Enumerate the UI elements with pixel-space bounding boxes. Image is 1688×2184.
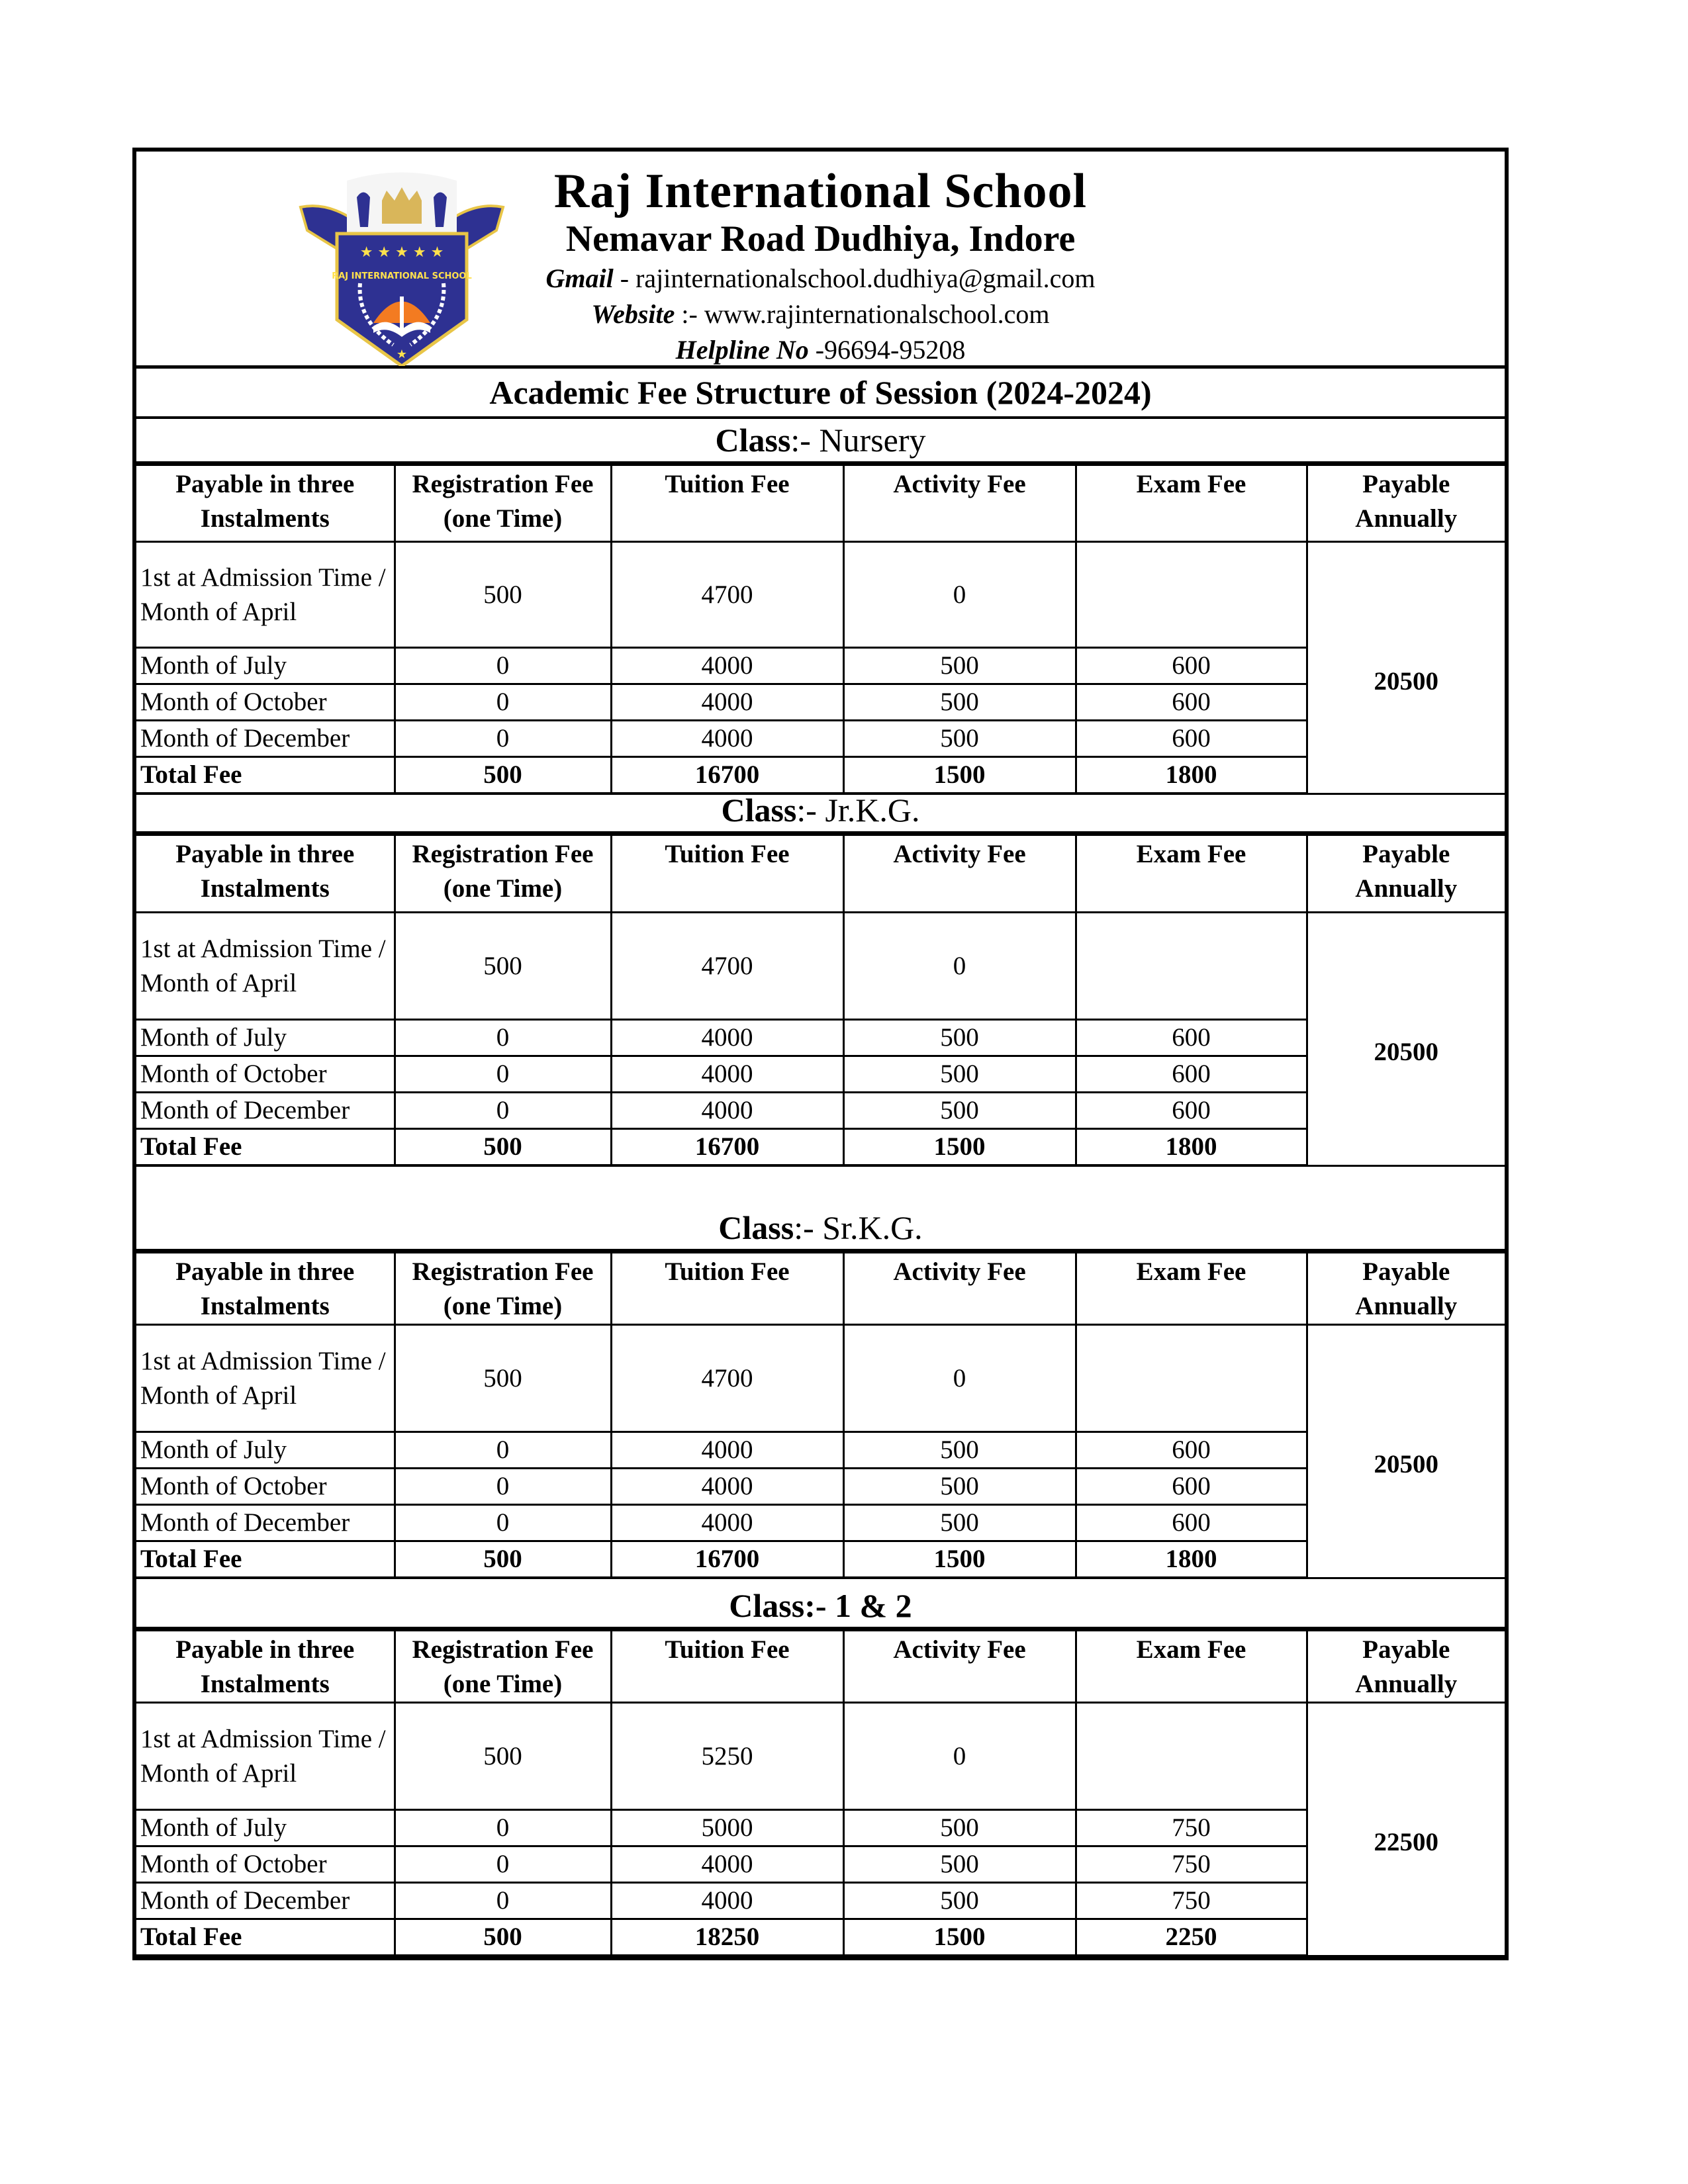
instalment-label: Month of July xyxy=(136,1432,395,1469)
instalment-row xyxy=(136,1846,1505,1883)
registration-fee-cell: 500 xyxy=(395,1325,611,1432)
instalment-row xyxy=(136,684,1505,721)
instalment-row xyxy=(136,1432,1505,1469)
tuition-fee-cell: 4000 xyxy=(611,684,843,721)
svg-text:★: ★ xyxy=(396,347,408,361)
instalment-label: Month of October xyxy=(136,684,395,721)
registration-fee-cell: 0 xyxy=(395,1505,611,1541)
exam-fee-cell: 600 xyxy=(1076,1056,1307,1093)
instalment-label: Month of July xyxy=(136,1020,395,1056)
registration-fee-cell: 0 xyxy=(395,1093,611,1129)
instalment-label: Month of October xyxy=(136,1846,395,1883)
instalment-row xyxy=(136,721,1505,757)
fee-table-3 xyxy=(136,1251,1505,1579)
tuition-fee-cell: 5000 xyxy=(611,1810,843,1846)
tuition-fee-cell: 4000 xyxy=(611,1093,843,1129)
class-separator: :- xyxy=(796,792,825,829)
fee-structure-document xyxy=(132,148,1509,1960)
total-fee-row xyxy=(136,757,1505,794)
email-address[interactable]: rajinternationalschool.dudhiya@gmail.com xyxy=(635,263,1096,293)
registration-fee-cell: 0 xyxy=(395,721,611,757)
exam-fee-cell xyxy=(1076,542,1307,648)
instalment-label: Month of October xyxy=(136,1056,395,1093)
school-header xyxy=(136,152,1505,369)
class-separator: :- xyxy=(794,1209,823,1246)
col-header-instalments: Payable in three Instalments xyxy=(136,1631,395,1703)
col-header-registration-fee: Registration Fee (one Time) xyxy=(395,1253,611,1325)
registration-fee-cell: 0 xyxy=(395,1020,611,1056)
activity-fee-cell: 500 xyxy=(843,1505,1076,1541)
class-prefix: Class xyxy=(715,422,791,459)
school-address: Nemavar Road Dudhiya, Indore xyxy=(565,218,1076,259)
activity-fee-cell: 1500 xyxy=(843,757,1076,794)
registration-fee-cell: 0 xyxy=(395,1883,611,1919)
instalment-row xyxy=(136,1093,1505,1129)
instalment-row xyxy=(136,1020,1505,1056)
contact-email-line xyxy=(136,263,1505,294)
instalment-label: 1st at Admission Time / Month of April xyxy=(136,1325,395,1432)
activity-fee-cell: 500 xyxy=(843,648,1076,684)
instalment-label: Month of December xyxy=(136,1093,395,1129)
class-prefix: Class xyxy=(718,1209,794,1246)
activity-fee-cell: 500 xyxy=(843,1432,1076,1469)
contact-helpline-line xyxy=(136,334,1505,365)
col-header-tuition-fee: Tuition Fee xyxy=(611,1253,843,1325)
activity-fee-cell: 500 xyxy=(843,721,1076,757)
helpline-number: 96694-95208 xyxy=(824,335,966,365)
tuition-fee-cell: 4000 xyxy=(611,1432,843,1469)
instalment-row xyxy=(136,1505,1505,1541)
total-fee-row xyxy=(136,1919,1505,1956)
activity-fee-cell: 500 xyxy=(843,1469,1076,1505)
exam-fee-cell: 1800 xyxy=(1076,1129,1307,1166)
tuition-fee-cell: 18250 xyxy=(611,1919,843,1956)
col-header-exam-fee: Exam Fee xyxy=(1076,1631,1307,1703)
exam-fee-cell: 600 xyxy=(1076,1020,1307,1056)
activity-fee-cell: 1500 xyxy=(843,1919,1076,1956)
tuition-fee-cell: 16700 xyxy=(611,1129,843,1166)
fee-table-header-row xyxy=(136,835,1505,913)
payable-annually-cell: 22500 xyxy=(1307,1703,1505,1956)
class-separator: :- xyxy=(804,1587,835,1624)
exam-fee-cell: 600 xyxy=(1076,684,1307,721)
class-heading xyxy=(136,419,1505,464)
total-fee-row xyxy=(136,1129,1505,1166)
session-title: Academic Fee Structure of Session (2024-2024) xyxy=(136,369,1505,419)
instalment-label: Month of July xyxy=(136,648,395,684)
registration-fee-cell: 500 xyxy=(395,1541,611,1578)
instalment-label: 1st at Admission Time / Month of April xyxy=(136,1703,395,1810)
activity-fee-cell: 0 xyxy=(843,1325,1076,1432)
registration-fee-cell: 0 xyxy=(395,1469,611,1505)
col-header-exam-fee: Exam Fee xyxy=(1076,1253,1307,1325)
col-header-instalments: Payable in three Instalments xyxy=(136,465,395,542)
fee-table-header-row xyxy=(136,1631,1505,1703)
exam-fee-cell: 600 xyxy=(1076,721,1307,757)
exam-fee-cell: 1800 xyxy=(1076,1541,1307,1578)
col-header-exam-fee: Exam Fee xyxy=(1076,835,1307,913)
col-header-instalments: Payable in three Instalments xyxy=(136,835,395,913)
activity-fee-cell: 500 xyxy=(843,1810,1076,1846)
col-header-registration-fee: Registration Fee (one Time) xyxy=(395,835,611,913)
registration-fee-cell: 500 xyxy=(395,542,611,648)
col-header-exam-fee: Exam Fee xyxy=(1076,465,1307,542)
svg-text:★ ★ ★ ★ ★: ★ ★ ★ ★ ★ xyxy=(359,244,444,261)
class-name: Sr.K.G. xyxy=(822,1209,923,1246)
col-header-payable-annually: Payable Annually xyxy=(1307,835,1505,913)
instalment-row xyxy=(136,913,1505,1020)
instalment-label: 1st at Admission Time / Month of April xyxy=(136,542,395,648)
col-header-payable-annually: Payable Annually xyxy=(1307,465,1505,542)
registration-fee-cell: 0 xyxy=(395,1810,611,1846)
tuition-fee-cell: 4000 xyxy=(611,648,843,684)
helpline-separator: - xyxy=(808,335,825,365)
activity-fee-cell: 0 xyxy=(843,1703,1076,1810)
exam-fee-cell: 600 xyxy=(1076,1093,1307,1129)
website-url[interactable]: www.rajinternationalschool.com xyxy=(704,299,1050,329)
svg-text:RAJ INTERNATIONAL SCHOOL: RAJ INTERNATIONAL SCHOOL xyxy=(332,271,472,281)
instalment-label: Total Fee xyxy=(136,1129,395,1166)
email-label: Gmail xyxy=(545,263,614,293)
class-separator: :- xyxy=(790,422,820,459)
class-heading xyxy=(136,1584,1505,1629)
instalment-label: Month of December xyxy=(136,1505,395,1541)
col-header-payable-annually: Payable Annually xyxy=(1307,1631,1505,1703)
exam-fee-cell: 750 xyxy=(1076,1846,1307,1883)
activity-fee-cell: 500 xyxy=(843,1846,1076,1883)
instalment-row xyxy=(136,542,1505,648)
col-header-registration-fee: Registration Fee (one Time) xyxy=(395,1631,611,1703)
website-separator: :- xyxy=(675,299,704,329)
tuition-fee-cell: 4700 xyxy=(611,913,843,1020)
contact-website-line xyxy=(136,298,1505,330)
instalment-label: Month of December xyxy=(136,721,395,757)
activity-fee-cell: 500 xyxy=(843,1883,1076,1919)
registration-fee-cell: 0 xyxy=(395,684,611,721)
class-heading xyxy=(136,789,1505,834)
instalment-row xyxy=(136,1056,1505,1093)
instalment-row xyxy=(136,1325,1505,1432)
col-header-instalments: Payable in three Instalments xyxy=(136,1253,395,1325)
fee-table-header-row xyxy=(136,465,1505,542)
registration-fee-cell: 500 xyxy=(395,913,611,1020)
registration-fee-cell: 0 xyxy=(395,1432,611,1469)
fee-table-1 xyxy=(136,464,1505,795)
instalment-label: Month of December xyxy=(136,1883,395,1919)
instalment-row xyxy=(136,1810,1505,1846)
fee-table-header-row xyxy=(136,1253,1505,1325)
class-name: Nursery xyxy=(819,422,926,459)
registration-fee-cell: 0 xyxy=(395,648,611,684)
tuition-fee-cell: 4000 xyxy=(611,1056,843,1093)
tuition-fee-cell: 4700 xyxy=(611,542,843,648)
tuition-fee-cell: 4000 xyxy=(611,1505,843,1541)
col-header-payable-annually: Payable Annually xyxy=(1307,1253,1505,1325)
tuition-fee-cell: 16700 xyxy=(611,1541,843,1578)
activity-fee-cell: 500 xyxy=(843,1093,1076,1129)
registration-fee-cell: 500 xyxy=(395,1919,611,1956)
exam-fee-cell: 600 xyxy=(1076,1469,1307,1505)
exam-fee-cell: 750 xyxy=(1076,1883,1307,1919)
registration-fee-cell: 500 xyxy=(395,757,611,794)
registration-fee-cell: 500 xyxy=(395,1129,611,1166)
tuition-fee-cell: 4000 xyxy=(611,721,843,757)
activity-fee-cell: 500 xyxy=(843,1056,1076,1093)
col-header-activity-fee: Activity Fee xyxy=(843,1253,1076,1325)
exam-fee-cell: 600 xyxy=(1076,648,1307,684)
instalment-row xyxy=(136,1703,1505,1810)
tuition-fee-cell: 16700 xyxy=(611,757,843,794)
col-header-registration-fee: Registration Fee (one Time) xyxy=(395,465,611,542)
instalment-row xyxy=(136,1469,1505,1505)
payable-annually-cell: 20500 xyxy=(1307,913,1505,1166)
payable-annually-cell: 20500 xyxy=(1307,542,1505,794)
payable-annually-cell: 20500 xyxy=(1307,1325,1505,1578)
total-fee-row xyxy=(136,1541,1505,1578)
fee-table-2 xyxy=(136,834,1505,1167)
tuition-fee-cell: 4000 xyxy=(611,1469,843,1505)
instalment-label: Total Fee xyxy=(136,757,395,794)
email-separator: - xyxy=(613,263,636,293)
instalment-row xyxy=(136,1883,1505,1919)
col-header-activity-fee: Activity Fee xyxy=(843,1631,1076,1703)
class-name: Jr.K.G. xyxy=(825,792,920,829)
tuition-fee-cell: 4000 xyxy=(611,1846,843,1883)
col-header-activity-fee: Activity Fee xyxy=(843,465,1076,542)
exam-fee-cell: 1800 xyxy=(1076,757,1307,794)
activity-fee-cell: 0 xyxy=(843,542,1076,648)
instalment-label: Month of October xyxy=(136,1469,395,1505)
col-header-tuition-fee: Tuition Fee xyxy=(611,465,843,542)
exam-fee-cell: 600 xyxy=(1076,1505,1307,1541)
registration-fee-cell: 500 xyxy=(395,1703,611,1810)
instalment-label: 1st at Admission Time / Month of April xyxy=(136,913,395,1020)
exam-fee-cell xyxy=(1076,1325,1307,1432)
instalment-label: Total Fee xyxy=(136,1919,395,1956)
tuition-fee-cell: 5250 xyxy=(611,1703,843,1810)
activity-fee-cell: 500 xyxy=(843,684,1076,721)
registration-fee-cell: 0 xyxy=(395,1056,611,1093)
registration-fee-cell: 0 xyxy=(395,1846,611,1883)
class-prefix: Class xyxy=(729,1587,805,1624)
exam-fee-cell xyxy=(1076,913,1307,1020)
exam-fee-cell: 600 xyxy=(1076,1432,1307,1469)
activity-fee-cell: 1500 xyxy=(843,1541,1076,1578)
exam-fee-cell: 2250 xyxy=(1076,1919,1307,1956)
exam-fee-cell xyxy=(1076,1703,1307,1810)
school-name: Raj International School xyxy=(553,164,1088,218)
col-header-tuition-fee: Tuition Fee xyxy=(611,1631,843,1703)
helpline-label: Helpline No xyxy=(675,335,809,365)
activity-fee-cell: 500 xyxy=(843,1020,1076,1056)
class-name: 1 & 2 xyxy=(835,1587,912,1624)
website-label: Website xyxy=(591,299,675,329)
col-header-tuition-fee: Tuition Fee xyxy=(611,835,843,913)
tuition-fee-cell: 4000 xyxy=(611,1020,843,1056)
tuition-fee-cell: 4000 xyxy=(611,1883,843,1919)
tuition-fee-cell: 4700 xyxy=(611,1325,843,1432)
class-prefix: Class xyxy=(721,792,797,829)
col-header-activity-fee: Activity Fee xyxy=(843,835,1076,913)
class-heading xyxy=(136,1206,1505,1251)
activity-fee-cell: 0 xyxy=(843,913,1076,1020)
activity-fee-cell: 1500 xyxy=(843,1129,1076,1166)
instalment-row xyxy=(136,648,1505,684)
exam-fee-cell: 750 xyxy=(1076,1810,1307,1846)
instalment-label: Month of July xyxy=(136,1810,395,1846)
instalment-label: Total Fee xyxy=(136,1541,395,1578)
fee-table-4 xyxy=(136,1629,1505,1957)
